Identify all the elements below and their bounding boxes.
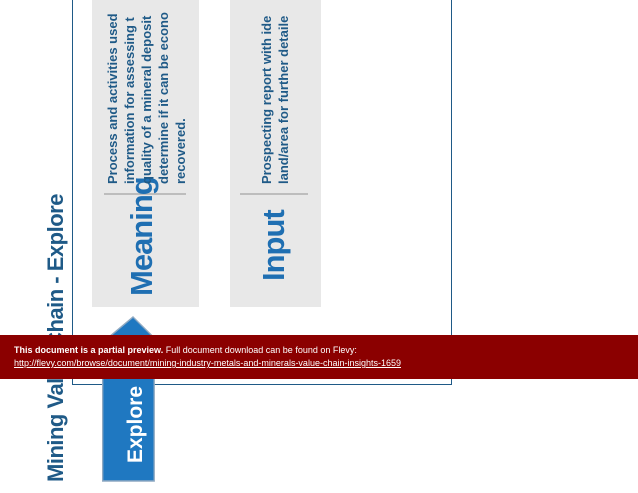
meaning-text-line: information for assessing t xyxy=(122,17,137,184)
meaning-text-line: recovered. xyxy=(173,118,188,184)
banner-notice xyxy=(14,345,357,355)
banner-link[interactable]: http://flevy.com/browse/document/mining-industry-metals-and-minerals-value-chain-insights-1659 xyxy=(14,358,401,368)
meaning-heading: Meaning xyxy=(124,177,159,296)
input-text xyxy=(258,16,292,184)
meaning-text-line: determine if it can be econo xyxy=(156,12,171,184)
meaning-text xyxy=(104,12,189,184)
banner-bold-text: This document is a partial preview. xyxy=(14,345,164,355)
meaning-text-line: quality of a mineral deposit xyxy=(139,15,154,184)
input-divider xyxy=(240,193,308,195)
meaning-text-line: Process and activities used xyxy=(105,13,120,184)
banner-text: Full document download can be found on Flevy: xyxy=(165,345,357,355)
input-text-line: Prospecting report with ide xyxy=(259,15,274,184)
input-heading: Input xyxy=(256,210,291,281)
input-text-line: land/area for further detaile xyxy=(276,15,291,184)
arrow-label: Explore xyxy=(124,385,147,463)
preview-banner xyxy=(0,335,638,379)
